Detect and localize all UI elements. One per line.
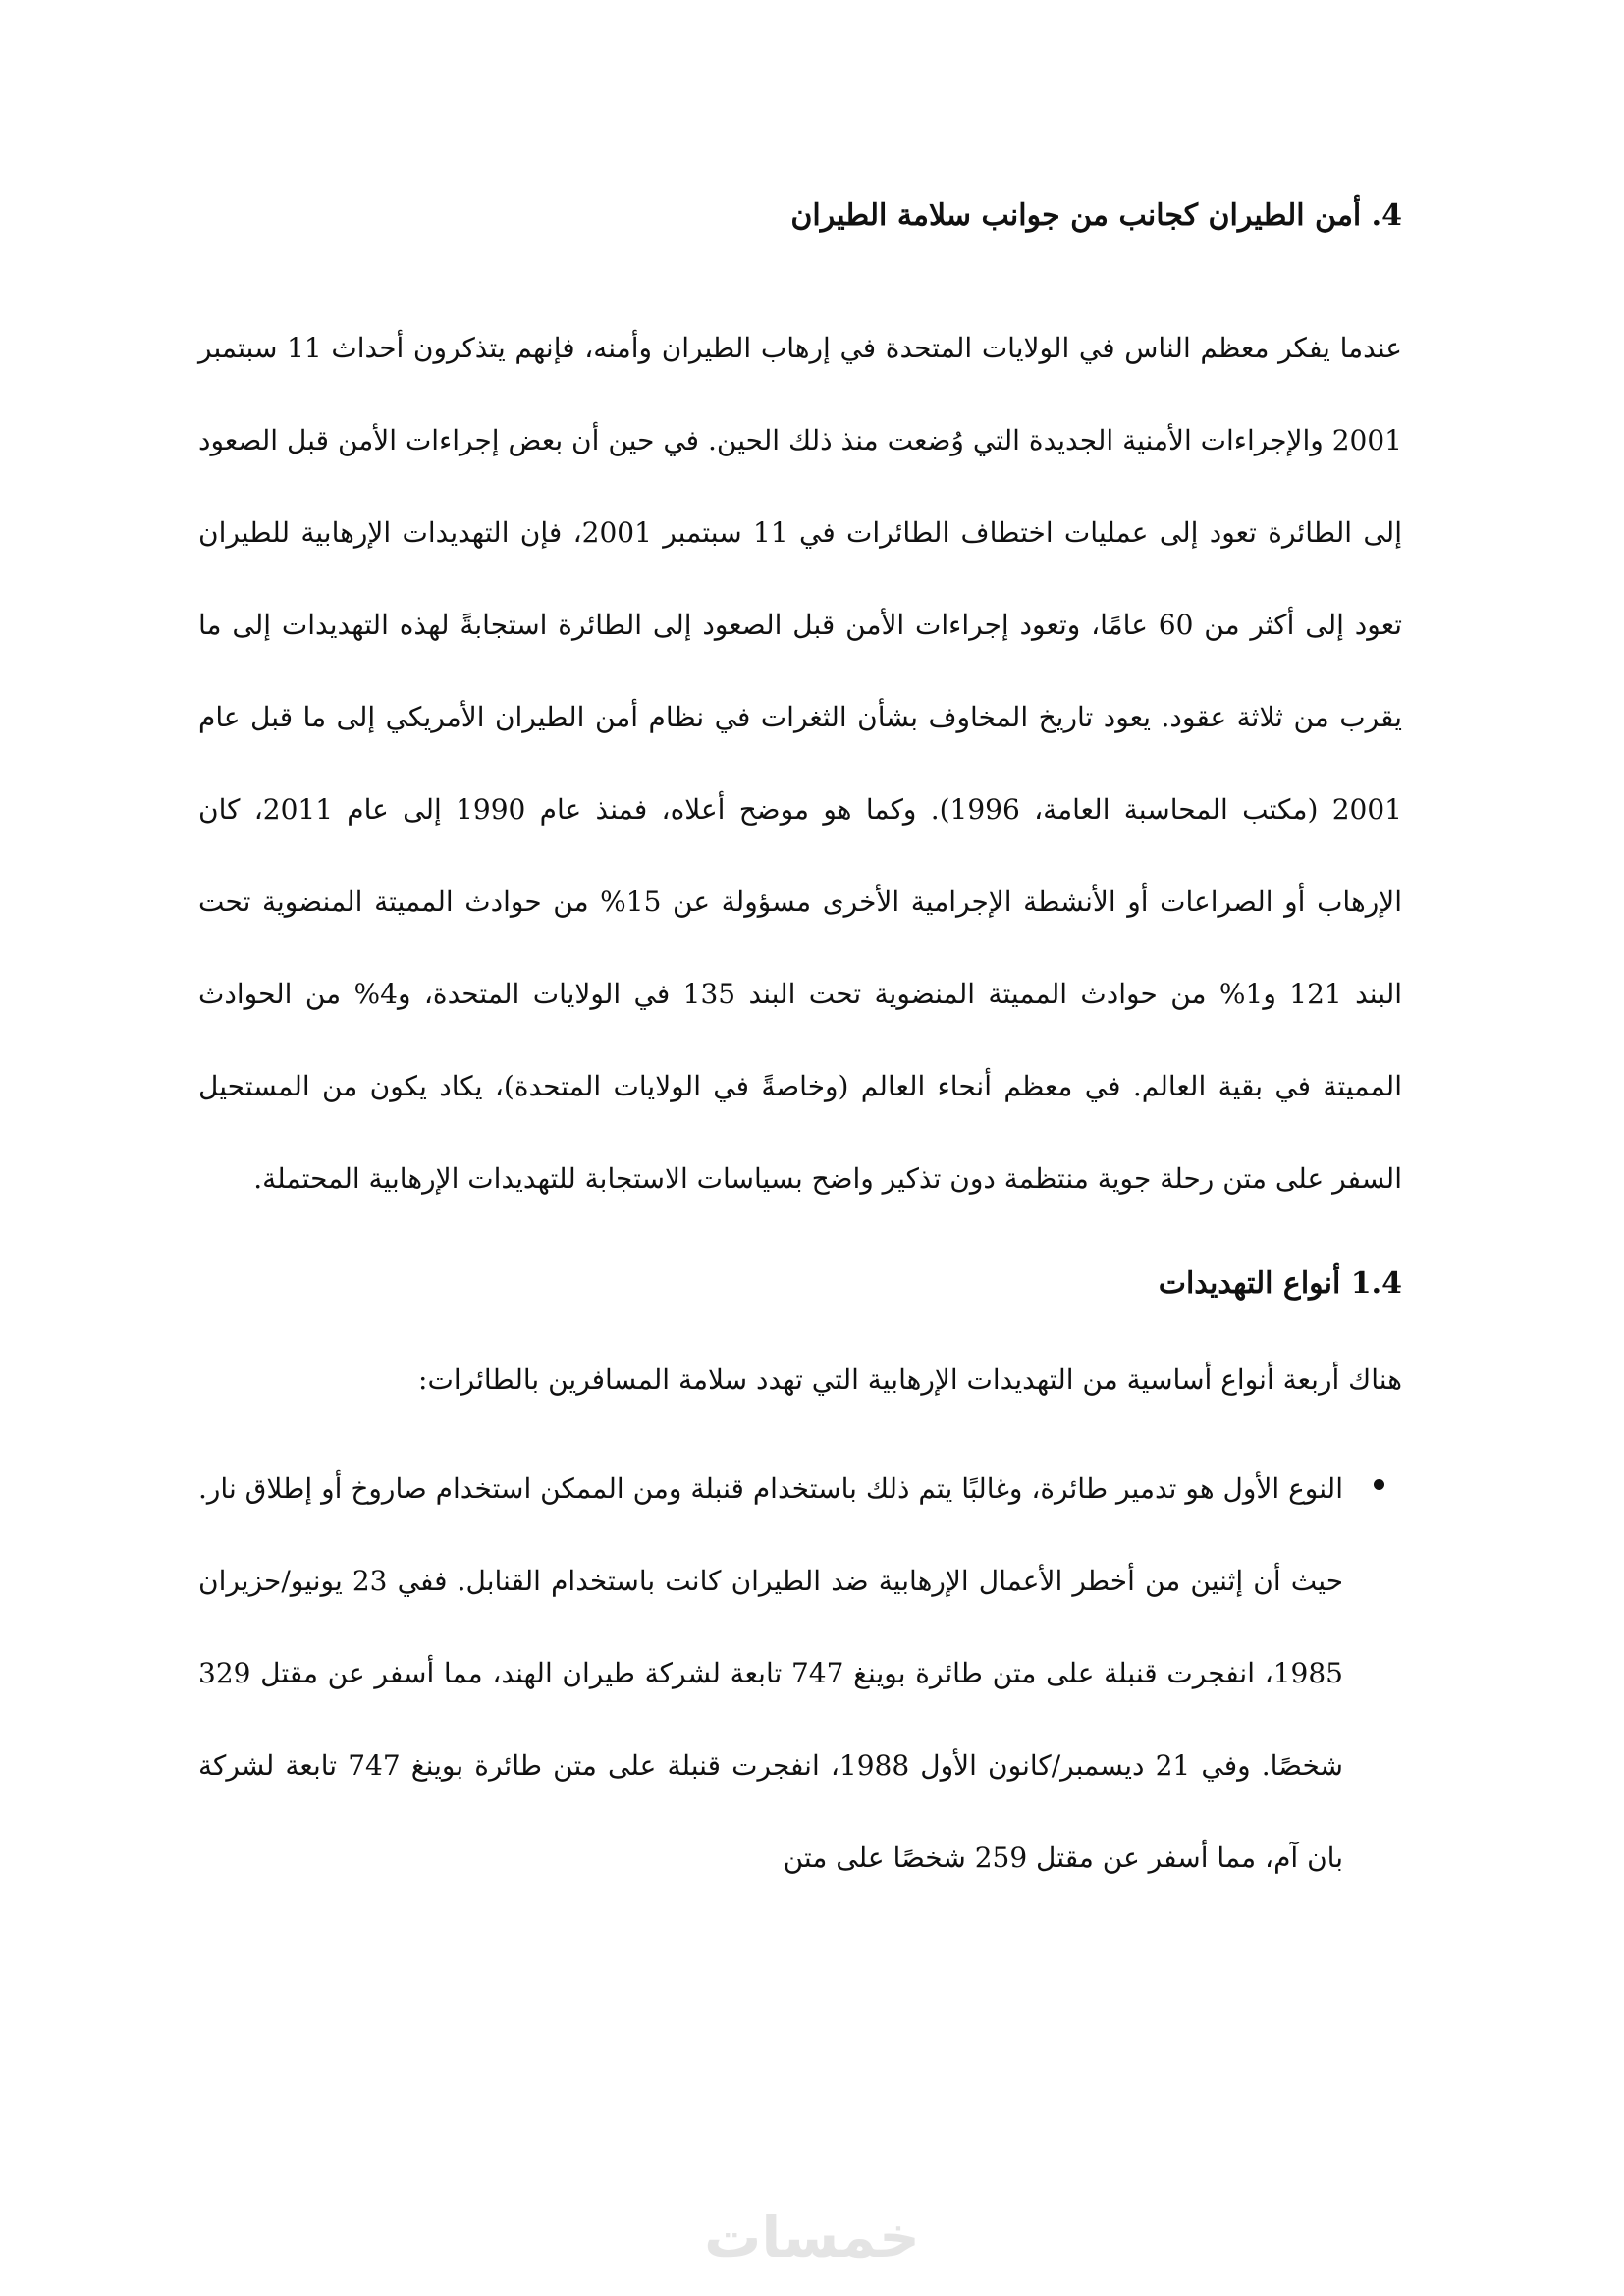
intro-sentence: هناك أربعة أنواع أساسية من التهديدات الإرهابية التي تهدد سلامة المسافرين بالطائرات: bbox=[418, 1363, 1402, 1396]
section-title: 4. أمن الطيران كجانب من جوانب سلامة الطيران bbox=[790, 198, 1402, 233]
subsection-title: 1.4 أنواع التهديدات bbox=[1158, 1266, 1402, 1301]
threat-types-list bbox=[198, 1443, 1402, 1904]
list-item bbox=[198, 1443, 1402, 1904]
page-content bbox=[198, 196, 1402, 1904]
section-paragraph: عندما يفكر معظم الناس في الولايات المتحدة في إرهاب الطيران وأمنه، فإنهم يتذكرون أحداث 11 سبتمبر 2001 والإجراءات الأمنية الجديدة التي وُضعت منذ ذلك الحين. في حين أن بعض إجراءات الأمن قبل الصعود إلى الطائرة تعود إلى عمليات اختطاف الطائرات في 11 سبتمبر 2001، فإن التهديدات الإرهابية للطيران تعود إلى أكثر من 60 عامًا، وتعود إجراءات الأمن قبل الصعود إلى الطائرة استجابةً لهذه التهديدات إلى ما يقرب من ثلاثة عقود. يعود تاريخ المخاوف بشأن الثغرات في نظام أمن الطيران الأمريكي إلى ما قبل عام 2001 (مكتب المحاسبة العامة، 1996). وكما هو موضح أعلاه، فمنذ عام 1990 إلى عام 2011، كان الإرهاب أو الصراعات أو الأنشطة الإجرامية الأخرى مسؤولة عن 15% من حوادث المميتة المنضوية تحت البند 121 و1% من حوادث المميتة المنضوية تحت البند 135 في الولايات المتحدة، و4% من الحوادث المميتة في بقية العالم. في معظم أنحاء العالم (وخاصةً في الولايات المتحدة)، يكاد يكون من المستحيل السفر على متن رحلة جوية منتظمة دون تذكير واضح بسياسات الاستجابة للتهديدات الإرهابية المحتملة. bbox=[198, 332, 1402, 1195]
bullet-icon bbox=[1374, 1479, 1384, 1490]
watermark-logo: خمسات bbox=[704, 2204, 920, 2270]
list-item-text: النوع الأول هو تدمير طائرة، وغالبًا يتم ذلك باستخدام قنبلة ومن الممكن استخدام صاروخ أو إطلاق نار. حيث أن إثنين من أخطر الأعمال الإرهابية ضد الطيران كانت باستخدام القنابل. ففي 23 يونيو/حزيران 1985، انفجرت قنبلة على متن طائرة بوينغ 747 تابعة لشركة طيران الهند، مما أسفر عن مقتل 329 شخصًا. وفي 21 ديسمبر/كانون الأول 1988، انفجرت قنبلة على متن طائرة بوينغ 747 تابعة لشركة بان آم، مما أسفر عن مقتل 259 شخصًا على متن bbox=[198, 1472, 1343, 1874]
